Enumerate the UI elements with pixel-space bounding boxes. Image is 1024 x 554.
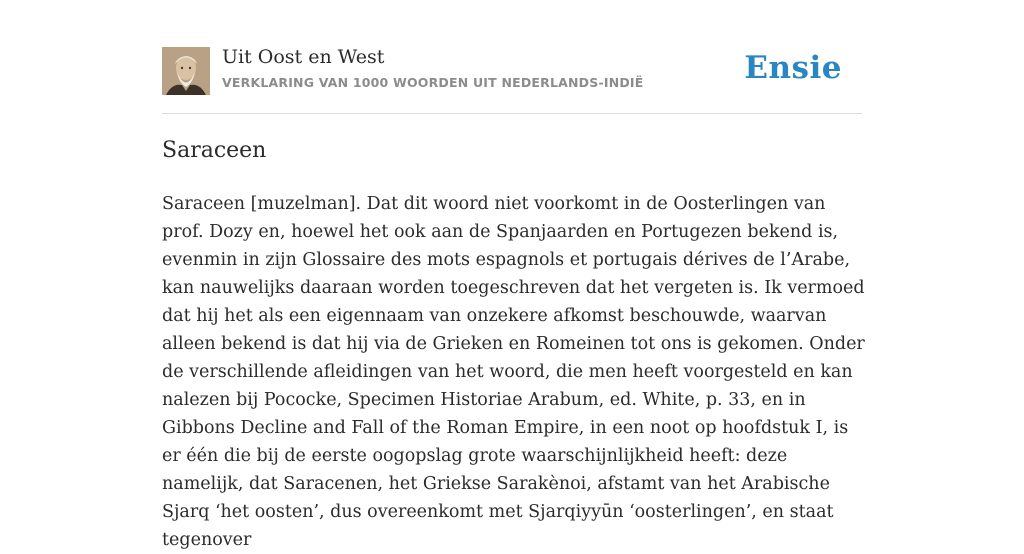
entry-title: Saraceen (162, 138, 267, 163)
book-subtitle: VERKLARING VAN 1000 WOORDEN UIT NEDERLANDS-INDIË (222, 75, 644, 90)
book-title[interactable]: Uit Oost en West (222, 46, 385, 68)
book-header (162, 46, 862, 114)
ensie-logo[interactable]: Ensie (744, 50, 842, 86)
author-portrait-icon (162, 47, 210, 95)
author-avatar[interactable] (162, 47, 210, 95)
entry-body: Saraceen [muzelman]. Dat dit woord niet voorkomt in de Oosterlingen van prof. Dozy en, hoewel het ook aan de Spanjaarden en Portugezen bekend is, evenmin in zijn Glossaire des mots espagnols et portugais dérives de l’Arabe, kan nauwelijks daaraan worden toegeschreven dat het vergeten is. Ik vermoed dat hij het als een eigennaam van onzekere afkomst beschouwde, waarvan alleen bekend is dat hij via de Grieken en Romeinen tot ons is gekomen. Onder de verschillende afleidingen van het woord, die men heeft voorgesteld en kan nalezen bij Pococke, Specimen Historiae Arabum, ed. White, p. 33, en in Gibbons Decline and Fall of the Roman Empire, in een noot op hoofdstuk I, is er één die bij de eerste oogopslag grote waarschijnlijkheid heeft: deze namelijk, dat Saracenen, het Griekse Sarakènoi, afstamt van het Arabische Sjarq ‘het oosten’, dus overeenkomt met Sjarqiyyūn ‘oosterlingen’, en staat tegenover (162, 194, 865, 550)
